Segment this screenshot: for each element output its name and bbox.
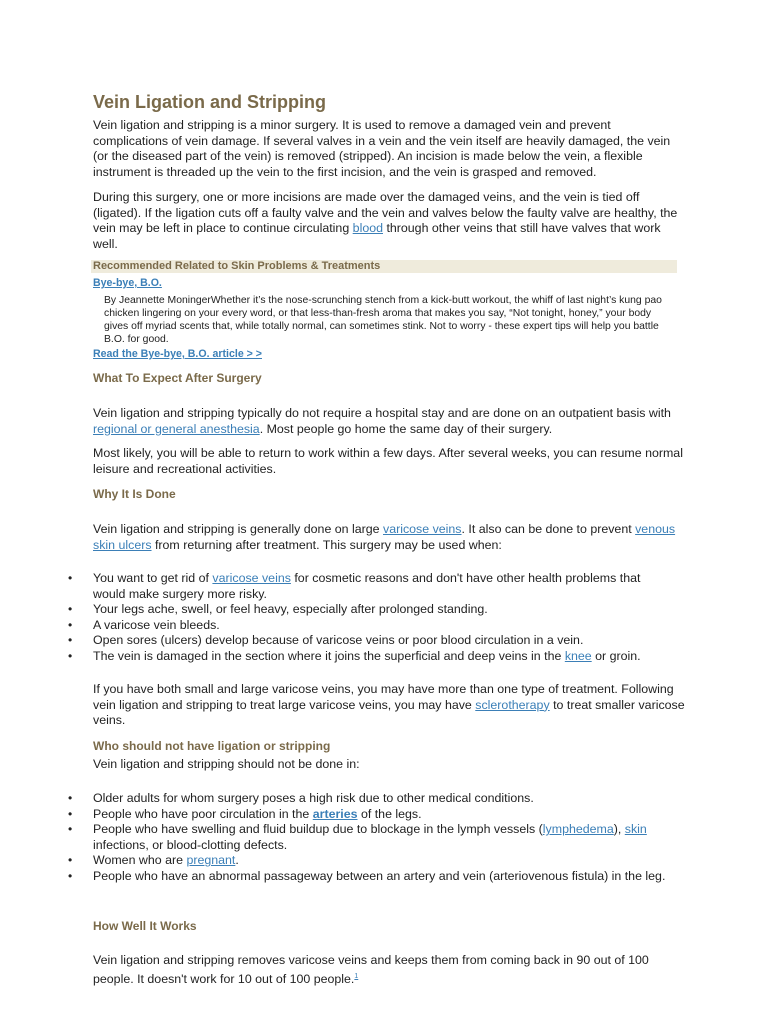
related-heading: Recommended Related to Skin Problems & Treatments (93, 260, 381, 272)
text: Your legs ache, swell, or feel heavy, especially after prolonged standing. (93, 602, 488, 617)
who-bullet-list (68, 791, 668, 885)
related-header-bar (91, 260, 677, 273)
text: infections, or blood-clotting defects. (93, 837, 288, 852)
list-item (68, 618, 668, 634)
list-item (68, 807, 668, 823)
page-title: Vein Ligation and Stripping (93, 92, 326, 112)
text: Older adults for whom surgery poses a high risk due to other medical conditions. (93, 791, 534, 805)
text: A varicose vein bleeds. (93, 617, 220, 632)
text: . It also can be done to prevent (461, 522, 636, 536)
text: During this surgery, one or more incisions are made over the damaged veins, and the vein is tied off (ligated). If the ligation cuts off a faulty valve and the vein and valves below the faulty valve are healthy, the vein may be left in place to continue circulating (93, 190, 678, 236)
list-item (68, 602, 668, 618)
expect-heading: What To Expect After Surgery (93, 371, 262, 385)
text: The vein is damaged in the section where it joins the superficial and deep veins in the (93, 648, 565, 663)
lymphedema-link[interactable]: lymphedema (542, 822, 614, 837)
bullet-icon: • (68, 633, 73, 648)
expect-paragraph-2: Most likely, you will be able to return to work within a few days. After several weeks, you can resume normal leisure and recreational activities. (93, 446, 683, 476)
bullet-icon: • (68, 791, 73, 805)
why-bullet-list (68, 571, 668, 665)
text: . (235, 853, 239, 868)
text: Women who are (93, 853, 187, 868)
bullet-icon: • (68, 602, 73, 617)
anesthesia-link[interactable]: regional or general anesthesia (93, 421, 260, 436)
how-heading: How Well It Works (93, 919, 197, 933)
expect-paragraph-1 (93, 406, 685, 437)
bullet-icon: • (68, 617, 73, 632)
text: If you have both small and large varicose veins, you may have more than one type of treatment. Following vein ligation and stripping to treat large varicose veins, you may have (93, 682, 674, 712)
bullet-icon: • (68, 822, 73, 837)
text: or groin. (591, 648, 641, 663)
why-paragraph-1 (93, 522, 685, 553)
skin-link[interactable]: skin (624, 822, 647, 837)
list-item (68, 649, 668, 665)
list-item (68, 853, 668, 869)
read-more-link[interactable]: Read the Bye-bye, B.O. article > > (93, 348, 262, 360)
bullet-icon: • (68, 868, 73, 883)
who-paragraph-1: Vein ligation and stripping should not be done in: (93, 757, 360, 771)
related-article-excerpt: By Jeannette MoningerWhether it’s the nose-scrunching stench from a kick-butt workout, the whiff of last night’s kung pao chicken lingering on your every word, or that less-than-fresh aroma that makes you say, “Not tonight, honey,” your body gives off myriad scents that, while totally normal, can sometimes stink. Not to worry - these expert tips will help you battle B.O. for good. (104, 295, 662, 345)
knee-link[interactable]: knee (564, 648, 592, 663)
why-paragraph-2 (93, 682, 685, 729)
text: People who have swelling and fluid buildup due to blockage in the lymph vessels ( (93, 822, 543, 837)
list-item (68, 869, 668, 885)
arteries-link[interactable]: arteries (312, 806, 358, 821)
footnote-link[interactable]: 1 (354, 972, 359, 980)
why-heading: Why It Is Done (93, 487, 176, 501)
list-item (68, 791, 668, 807)
sclerotherapy-link[interactable]: sclerotherapy (475, 697, 550, 712)
text: of the legs. (357, 806, 422, 821)
text: Vein ligation and stripping is generally done on large (93, 522, 383, 536)
text: to treat smaller varicose veins. (93, 697, 685, 728)
text: You want to get rid of (93, 571, 213, 585)
text: Open sores (ulcers) develop because of varicose veins or poor blood circulation in a vein. (93, 633, 584, 648)
who-heading: Who should not have ligation or stripping (93, 739, 331, 753)
bullet-icon: • (68, 648, 73, 663)
bullet-icon: • (68, 571, 73, 585)
text: for cosmetic reasons and don't have other health problems that would make surgery more risky. (93, 571, 641, 601)
text: ), (613, 822, 625, 837)
text: . Most people go home the same day of their surgery. (259, 421, 553, 436)
text: People who have poor circulation in the (93, 806, 313, 821)
blood-link[interactable]: blood (352, 221, 383, 236)
intro-paragraph-1: Vein ligation and stripping is a minor surgery. It is used to remove a damaged vein and prevent complications of vein damage. If several valves in a vein and the vein itself are heavily damaged, the vein (or the diseased part of the vein) is removed (stripped). An incision is made below the vein, a flexible instrument is threaded up the vein to the first incision, and the vein is grasped and removed. (93, 118, 671, 179)
list-item (68, 571, 668, 602)
text: from returning after treatment. This surgery may be used when: (151, 537, 502, 552)
how-paragraph-1 (93, 953, 685, 987)
bullet-icon: • (68, 806, 73, 821)
text: through other veins that still have valves that work well. (93, 221, 661, 251)
venous-skin-ulcers-link[interactable]: venous skin ulcers (93, 522, 676, 552)
pregnant-link[interactable]: pregnant (186, 853, 236, 868)
text: Vein ligation and stripping removes varicose veins and keeps them from coming back in 90 out of 100 people. It doesn't work for 10 out of 100 people. (93, 953, 649, 986)
list-item (68, 822, 668, 853)
bullet-icon: • (68, 853, 73, 868)
text: Vein ligation and stripping typically do not require a hospital stay and are done on an outpatient basis with (93, 406, 671, 420)
varicose-veins-link-2[interactable]: varicose veins (212, 571, 291, 585)
intro-paragraph-2 (93, 190, 685, 252)
list-item (68, 633, 668, 649)
text: People who have an abnormal passageway between an artery and vein (arteriovenous fistula) in the leg. (93, 868, 666, 883)
related-article-title-link[interactable]: Bye-bye, B.O. (93, 277, 162, 289)
varicose-veins-link[interactable]: varicose veins (383, 522, 462, 536)
